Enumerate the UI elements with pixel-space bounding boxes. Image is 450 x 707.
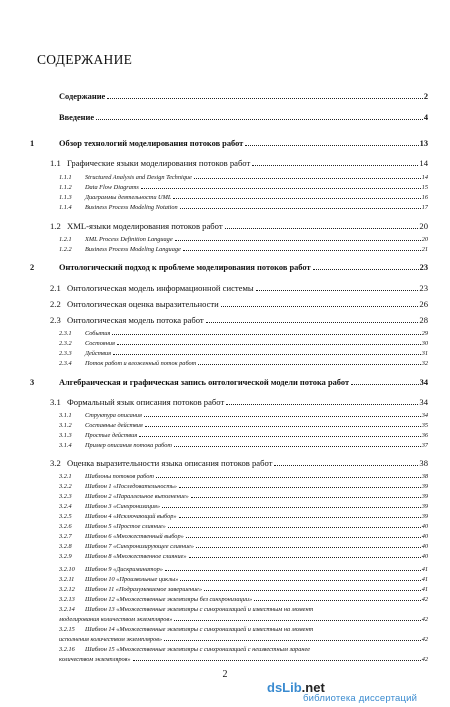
toc-leader-dots (156, 476, 421, 478)
toc-entry-title: Формальный язык описания потоков работ (67, 397, 225, 407)
toc-entry[interactable] (30, 378, 428, 387)
toc-entry[interactable] (59, 543, 428, 550)
toc-entry-title: Шаблон 11 «Подразумеваемое завершение» (85, 586, 202, 593)
toc-entry[interactable] (59, 412, 428, 419)
toc-entry-number: 2.3.4 (59, 360, 72, 367)
toc-entry[interactable] (59, 596, 428, 603)
toc-leader-dots (96, 118, 423, 120)
toc-entry-continuation[interactable] (59, 636, 428, 643)
toc-entry-page: 40 (421, 533, 428, 540)
toc-entry-number: 3.1 (50, 397, 61, 407)
toc-entry-number: 3.2.10 (59, 566, 75, 573)
toc-entry[interactable] (59, 576, 428, 583)
toc-entry-number: 1 (30, 139, 35, 148)
toc-entry-page: 20 (419, 221, 428, 231)
toc-entry-page: 4 (423, 113, 428, 122)
toc-entry-number: 3.2.6 (59, 523, 72, 530)
toc-entry[interactable] (59, 626, 428, 633)
toc-leader-dots (164, 639, 421, 641)
toc-entry[interactable] (59, 350, 428, 357)
toc-leader-dots (204, 589, 421, 591)
toc-entry-title: Введение (59, 113, 95, 122)
toc-entry-number: 2 (30, 263, 35, 272)
toc-entry[interactable] (59, 473, 428, 480)
toc-entry-page: 28 (419, 315, 428, 325)
toc-entry-page: 14 (421, 174, 428, 181)
toc-leader-dots (145, 425, 421, 427)
toc-entry[interactable] (59, 533, 428, 540)
toc-entry-page: 41 (421, 586, 428, 593)
toc-entry-title: XML-языки моделирования потоков работ (67, 221, 223, 231)
toc-leader-dots (351, 383, 419, 385)
toc-entry-page: 42 (421, 616, 428, 623)
toc-entry-number: 2.3 (50, 315, 61, 325)
toc-entry-title: Онтологическая оценка выразительности (67, 299, 219, 309)
toc-entry-page: 42 (421, 636, 428, 643)
toc-entry[interactable] (59, 553, 428, 560)
toc-leader-dots (173, 197, 420, 199)
toc-entry-number: 1.2.1 (59, 236, 72, 243)
toc-leader-dots (162, 506, 421, 508)
toc-entry[interactable] (30, 92, 428, 101)
toc-entry[interactable] (50, 458, 428, 468)
toc-entry-number: 3.1.1 (59, 412, 72, 419)
toc-continuation-text: моделирования количеством экземпляров» (59, 616, 173, 623)
page-number: 2 (222, 669, 228, 680)
toc-entry-page: 36 (421, 432, 428, 439)
toc-entry-page: 29 (421, 330, 428, 337)
toc-entry[interactable] (59, 606, 428, 613)
toc-entry-page: 42 (421, 596, 428, 603)
toc-leader-dots (133, 659, 421, 661)
toc-entry-number: 3.2.15 (59, 626, 75, 633)
toc-entry-page: 20 (421, 236, 428, 243)
toc-entry-number: 3.2.7 (59, 533, 72, 540)
toc-entry-title: Графические языки моделирования потоков работ (67, 158, 251, 168)
toc-entry[interactable] (59, 513, 428, 520)
toc-entry-number: 3.2.5 (59, 513, 72, 520)
toc-leader-dots (225, 227, 419, 229)
toc-entry-title: Состояния (85, 340, 115, 347)
watermark (267, 680, 442, 704)
toc-entry[interactable] (50, 221, 428, 231)
toc-entry-title: Шаблон 8 «Множественное слияние» (85, 553, 187, 560)
toc-entry-number: 2.3.2 (59, 340, 72, 347)
toc-entry-page: 30 (421, 340, 428, 347)
toc-leader-dots (168, 526, 421, 528)
toc-entry[interactable] (59, 236, 428, 243)
toc-entry[interactable] (59, 523, 428, 530)
toc-entry-number: 3.2.11 (59, 576, 75, 583)
toc-leader-dots (198, 363, 420, 365)
toc-entry-title: Data Flow Diagrams (85, 184, 139, 191)
toc-entry[interactable] (30, 263, 428, 272)
toc-entry[interactable] (59, 340, 428, 347)
toc-entry[interactable] (50, 158, 428, 168)
toc-entry[interactable] (59, 432, 428, 439)
toc-leader-dots (221, 305, 419, 307)
toc-entry-number: 1.1.4 (59, 204, 72, 211)
toc-entry-number: 3.2.9 (59, 553, 72, 560)
toc-entry[interactable] (59, 204, 428, 211)
toc-entry[interactable] (59, 442, 428, 449)
toc-continuation-text: исполнения количеством экземпляров» (59, 636, 163, 643)
toc-entry-number: 3.1.4 (59, 442, 72, 449)
toc-entry[interactable] (59, 174, 428, 181)
toc-entry[interactable] (59, 586, 428, 593)
toc-leader-dots (226, 403, 418, 405)
toc-entry-title: Шаблон 9 «Дискриминатор» (85, 566, 163, 573)
toc-leader-dots (117, 343, 421, 345)
toc-entry-title: Шаблон 5 «Простое слияние» (85, 523, 166, 530)
toc-entry-title: Составные действия (85, 422, 143, 429)
toc-entry-number: 1.2.2 (59, 246, 72, 253)
toc-entry-title: Шаблон 14 «Множественные экземпляры с синхронизацией и известным на момент (85, 626, 314, 633)
toc-entry-title: Шаблон 12 «Множественные экземпляры без синхронизации» (85, 596, 253, 603)
toc-entry[interactable] (59, 246, 428, 253)
toc-entry-page: 23 (419, 283, 428, 293)
toc-entry-title: Оценка выразительности языка описания потоков работ (67, 458, 273, 468)
toc-entry-number: 3.1.2 (59, 422, 72, 429)
toc-entry-number: 1.1.2 (59, 184, 72, 191)
toc-entry-title: Структура описания (85, 412, 142, 419)
toc-heading: СОДЕРЖАНИЕ (37, 52, 133, 67)
toc-entry-page: 13 (419, 139, 428, 148)
toc-leader-dots (183, 249, 421, 251)
toc-entry-page: 39 (421, 513, 428, 520)
toc-entry-title: Шаблон 7 «Синхронизирующее слияние» (85, 543, 194, 550)
toc-entry[interactable] (59, 194, 428, 201)
toc-entry[interactable] (50, 299, 428, 309)
toc-entry[interactable] (30, 113, 428, 122)
toc-entry[interactable] (59, 184, 428, 191)
toc-entry-page: 26 (419, 299, 428, 309)
toc-entry-page: 17 (421, 204, 428, 211)
toc-entry-title: Шаблон 1 «Последовательность» (85, 483, 177, 490)
toc-entry-number: 1.1.3 (59, 194, 72, 201)
toc-entry[interactable] (30, 139, 428, 148)
toc-entry-title: Шаблон 6 «Множественный выбор» (85, 533, 184, 540)
toc-leader-dots (165, 569, 421, 571)
toc-entry-number: 2.1 (50, 283, 61, 293)
toc-entry-number: 1.2 (50, 221, 61, 231)
toc-entry-page: 41 (421, 566, 428, 573)
toc-entry-title: Business Process Modeling Notation (85, 204, 178, 211)
toc-entry-number: 2.3.3 (59, 350, 72, 357)
toc-entry-title: Диаграммы деятельности UML (85, 194, 172, 201)
toc-entry-continuation[interactable] (59, 616, 428, 623)
toc-leader-dots (274, 464, 418, 466)
toc-entry-title: Алгебраическая и графическая запись онтологической модели потока работ (59, 378, 350, 387)
toc-entry-page: 40 (421, 523, 428, 530)
toc-leader-dots (139, 435, 421, 437)
toc-leader-dots (252, 164, 418, 166)
toc-entry-title: Онтологический подход к проблеме моделирования потоков работ (59, 263, 311, 272)
toc-entry-number: 1.1 (50, 158, 61, 168)
toc-entry-page: 37 (421, 442, 428, 449)
toc-entry-number: 3 (30, 378, 35, 387)
toc-entry-title: Шаблон 4 «Исключающий выбор» (85, 513, 177, 520)
toc-entry-number: 3.1.3 (59, 432, 72, 439)
toc-leader-dots (174, 445, 421, 447)
toc-leader-dots (174, 619, 420, 621)
toc-entry-title: Простые действия (85, 432, 138, 439)
toc-entry-page: 34 (419, 378, 428, 387)
toc-entry-page: 21 (421, 246, 428, 253)
toc-leader-dots (194, 177, 421, 179)
toc-entry-page: 34 (419, 397, 428, 407)
toc-entry[interactable] (59, 360, 428, 367)
toc-entry-page: 34 (421, 412, 428, 419)
toc-entry-number: 3.2.12 (59, 586, 75, 593)
toc-entry-title: Шаблон 13 «Множественные экземпляры с синхронизацией и известным на момент (85, 606, 314, 613)
toc-entry-number: 1.1.1 (59, 174, 72, 181)
toc-entry-page: 38 (419, 458, 428, 468)
toc-leader-dots (141, 187, 421, 189)
toc-entry[interactable] (59, 483, 428, 490)
toc-entry-title: XML Process Definition Language (85, 236, 173, 243)
toc-leader-dots (186, 536, 421, 538)
toc-entry-number: 3.2.16 (59, 646, 75, 653)
toc-entry-number: 3.2.14 (59, 606, 75, 613)
toc-entry-page: 32 (421, 360, 428, 367)
toc-entry-number: 3.2.3 (59, 493, 72, 500)
toc-entry-title: Шаблон 15 «Множественные экземпляры с синхронизацией с неизвестным заранее (85, 646, 311, 653)
toc-entry[interactable] (50, 397, 428, 407)
toc-leader-dots (107, 97, 423, 99)
toc-entry[interactable] (50, 283, 428, 293)
toc-entry-page: 42 (421, 656, 428, 663)
toc-entry[interactable] (59, 566, 428, 573)
watermark-subtitle: библиотека диссертаций (303, 693, 418, 704)
toc-entry-title: Шаблон 2 «Параллельное выполнение» (85, 493, 189, 500)
toc-entry-number: 3.2 (50, 458, 61, 468)
toc-leader-dots (112, 333, 420, 335)
toc-entry-page: 2 (423, 92, 428, 101)
toc-entry-title: Шаблон 3 «Синхронизация» (85, 503, 161, 510)
toc-leader-dots (179, 516, 421, 518)
toc-entry-number: 3.2.1 (59, 473, 72, 480)
toc-entry-title: Шаблоны потоков работ (85, 473, 154, 480)
toc-entry-title: Действия (85, 350, 112, 357)
toc-leader-dots (175, 239, 421, 241)
toc-entry-title: Обзор технологий моделирования потоков работ (59, 139, 244, 148)
toc-entry-page: 39 (421, 503, 428, 510)
toc-entry-page: 31 (421, 350, 428, 357)
toc-entry-page: 41 (421, 576, 428, 583)
toc-entry-page: 40 (421, 543, 428, 550)
toc-entry-page: 38 (421, 473, 428, 480)
toc-entry-title: Онтологическая модель потока работ (67, 315, 204, 325)
toc-leader-dots (196, 546, 421, 548)
toc-leader-dots (256, 289, 419, 291)
toc-entry-page: 14 (419, 158, 428, 168)
toc-entry-page: 39 (421, 493, 428, 500)
toc-continuation-text: количеством экземпляров» (59, 656, 131, 663)
toc-entry-title: Поток работ и вложенный поток работ (85, 360, 197, 367)
toc-leader-dots (180, 579, 420, 581)
toc-entry-page: 16 (421, 194, 428, 201)
toc-entry-title: Содержание (59, 92, 106, 101)
toc-entry-number: 3.2.2 (59, 483, 72, 490)
toc-entry[interactable] (59, 493, 428, 500)
toc-entry[interactable] (59, 330, 428, 337)
toc-entry-continuation[interactable] (59, 656, 428, 663)
toc-leader-dots (254, 599, 421, 601)
toc-entry-page: 35 (421, 422, 428, 429)
toc-entry-page: 40 (421, 553, 428, 560)
toc-entry-title: Онтологическая модель информационной системы (67, 283, 254, 293)
toc-entry-number: 3.2.4 (59, 503, 72, 510)
toc-entry-number: 3.2.8 (59, 543, 72, 550)
toc-entry-title: События (85, 330, 111, 337)
toc-entry[interactable] (59, 646, 428, 653)
toc-leader-dots (245, 144, 418, 146)
toc-entry[interactable] (59, 422, 428, 429)
toc-entry-number: 2.2 (50, 299, 61, 309)
toc-leader-dots (206, 321, 419, 323)
toc-entry-title: Structured Analysis and Design Technique (85, 174, 192, 181)
toc-entry-number: 3.2.13 (59, 596, 75, 603)
toc-leader-dots (180, 207, 421, 209)
toc-entry-number: 2.3.1 (59, 330, 72, 337)
watermark-logo: dsLib.net (267, 680, 325, 695)
toc-entry-page: 23 (419, 263, 428, 272)
toc-entry-title: Business Process Modeling Language (85, 246, 181, 253)
toc-leader-dots (144, 415, 421, 417)
toc-leader-dots (189, 556, 421, 558)
toc-leader-dots (179, 486, 421, 488)
toc-entry-page: 15 (421, 184, 428, 191)
toc-entry[interactable] (50, 315, 428, 325)
toc-entry-title: Пример описания потока работ (85, 442, 172, 449)
toc-entry-title: Шаблон 10 «Произвольные циклы» (85, 576, 179, 583)
toc-leader-dots (113, 353, 421, 355)
toc-entry[interactable] (59, 503, 428, 510)
toc-entry-page: 39 (421, 483, 428, 490)
toc-leader-dots (313, 268, 419, 270)
toc-leader-dots (191, 496, 421, 498)
